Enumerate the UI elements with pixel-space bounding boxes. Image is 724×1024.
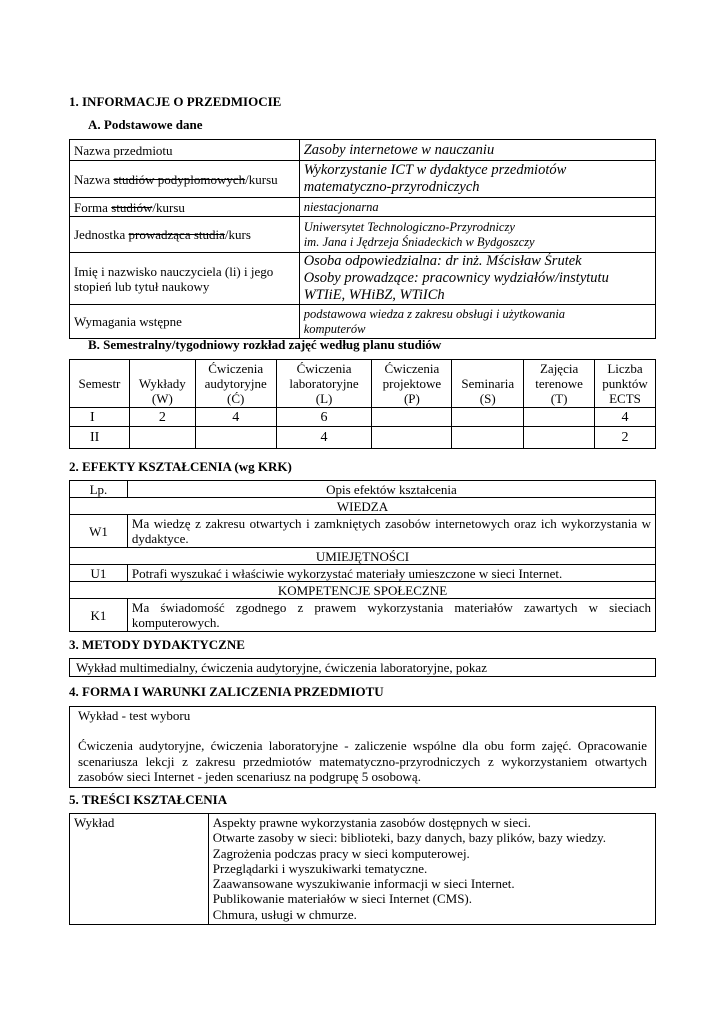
schedule-cell: II: [70, 427, 130, 449]
schedule-cell: 2: [129, 408, 195, 427]
course-name-value: Zasoby internetowe w nauczaniu: [299, 140, 655, 161]
schedule-cell: 4: [276, 427, 372, 449]
outcome-code-w1: W1: [70, 515, 128, 548]
knowledge-section-row: WIEDZA: [70, 498, 656, 515]
schedule-cell: [372, 408, 452, 427]
schedule-cell: [372, 427, 452, 449]
schedule-header-col-7: Liczba punktów ECTS: [595, 360, 656, 408]
section-4-heading: 4. FORMA I WARUNKI ZALICZENIA PRZEDMIOTU: [69, 684, 384, 699]
schedule-cell: 4: [595, 408, 656, 427]
content-item: Publikowanie materiałów w sieci Internet (CMS).: [212, 891, 473, 907]
description-header: Opis efektów kształcenia: [127, 481, 655, 498]
schedule-cell: 4: [195, 408, 276, 427]
schedule-header-col-6: Zajęcia terenowe (T): [524, 360, 595, 408]
schedule-header-col-1: Wykłady (W): [129, 360, 195, 408]
unit-value: Uniwersytet Technologiczno-Przyrodniczy im. Jana i Jędrzeja Śniadeckich w Bydgoszczy: [299, 217, 655, 253]
schedule-row: [70, 427, 656, 449]
assessment-box: [69, 706, 656, 788]
subsection-a-heading: A. Podstawowe dane: [88, 117, 203, 132]
schedule-cell: [129, 427, 195, 449]
teacher-value: Osoba odpowiedzialna: dr inż. Mścisław Śrutek Osoby prowadzące: pracownicy wydziałów/instytutu WTIiE, WHiBZ, WTiICh: [299, 253, 655, 305]
section-5-heading: 5. TREŚCI KSZTAŁCENIA: [69, 792, 228, 807]
section-1-heading: 1. INFORMACJE O PRZEDMIOCIE: [69, 94, 282, 109]
outcome-text-w1: Ma wiedzę z zakresu otwartych i zamkniętych zasobów internetowych oraz ich wykorzystania w dydaktyce.: [127, 515, 655, 548]
program-name-value: Wykorzystanie ICT w dydaktyce przedmiotów matematyczno-przyrodniczych: [299, 161, 655, 198]
section-2-heading: 2. EFEKTY KSZTAŁCENIA (wg KRK): [69, 459, 292, 474]
schedule-cell: [524, 408, 595, 427]
skills-section-row: UMIEJĘTNOŚCI: [70, 548, 656, 565]
schedule-header-col-3: Ćwiczenia laboratoryjne (L): [276, 360, 372, 408]
teaching-methods-box: [69, 658, 656, 677]
schedule-header-col-5: Seminaria (S): [452, 360, 524, 408]
schedule-cell: 2: [595, 427, 656, 449]
schedule-header-col-2: Ćwiczenia audytoryjne (Ć): [195, 360, 276, 408]
schedule-cell: [452, 408, 524, 427]
outcome-text-u1: Potrafi wyszukać i właściwie wykorzystać materiały umieszczone w sieci Internet.: [127, 565, 655, 582]
schedule-row: [70, 408, 656, 427]
schedule-header-col-4: Ćwiczenia projektowe (P): [372, 360, 452, 408]
schedule-cell: [524, 427, 595, 449]
schedule-header-col-0: Semestr: [70, 360, 130, 408]
content-item: Aspekty prawne wykorzystania zasobów dostępnych w sieci.: [212, 815, 531, 830]
unit-label: Jednostka prowadząca studia/kurs: [70, 217, 300, 253]
content-item: Chmura, usługi w chmurze.: [212, 906, 357, 922]
content-lecture-label: Wykład: [70, 814, 209, 925]
prerequisites-label: Wymagania wstępne: [70, 305, 300, 339]
study-form-label: Forma studiów/kursu: [70, 198, 300, 217]
content-item: Otwarte zasoby w sieci: biblioteki, bazy danych, bazy plików, bazy wiedzy.: [212, 830, 607, 846]
content-item: Zaawansowane wyszukiwanie informacji w sieci Internet.: [212, 876, 515, 892]
schedule-cell: I: [70, 408, 130, 427]
schedule-cell: 6: [276, 408, 372, 427]
assessment-lecture-line: Wykład - test wyboru: [78, 708, 191, 723]
assessment-exercises-text: Ćwiczenia audytoryjne, ćwiczenia laboratoryjne - zaliczenie wspólne dla obu form zajęć. Opracowanie scenariusza lekcji z zakresu przedmiotów matematyczno-przyrodniczych z wykorzystaniem otwartych zasobów sieci Internet - jeden scenariusz na podgrupę 5 osobową.: [78, 738, 647, 784]
section-3-heading: 3. METODY DYDAKTYCZNE: [69, 637, 245, 652]
outcome-text-k1: Ma świadomość zgodnego z prawem wykorzystania materiałów zawartych w sieciach komputerowych.: [127, 599, 655, 632]
study-form-value: niestacjonarna: [299, 198, 655, 217]
learning-outcomes-table: [69, 480, 656, 632]
schedule-cell: [195, 427, 276, 449]
content-item: Przeglądarki i wyszukiwarki tematyczne.: [212, 860, 428, 876]
subsection-b-heading: B. Semestralny/tygodniowy rozkład zajęć według planu studiów: [88, 337, 442, 352]
competences-section-row: KOMPETENCJE SPOŁECZNE: [70, 582, 656, 599]
course-content-table: [69, 813, 656, 925]
prerequisites-value: podstawowa wiedza z zakresu obsługi i użytkowania komputerów: [299, 305, 655, 339]
schedule-cell: [452, 427, 524, 449]
outcome-code-k1: K1: [70, 599, 128, 632]
content-item: Zagrożenia podczas pracy w sieci komputerowej.: [212, 845, 470, 861]
course-name-label: Nazwa przedmiotu: [70, 140, 300, 161]
schedule-table: [69, 359, 656, 449]
program-name-label: Nazwa studiów podyplomowych/kursu: [70, 161, 300, 198]
basic-data-table: [69, 139, 656, 339]
teaching-methods-text: Wykład multimedialny, ćwiczenia audytoryjne, ćwiczenia laboratoryjne, pokaz: [76, 660, 487, 675]
teacher-label: Imię i nazwisko nauczyciela (li) i jego stopień lub tytuł naukowy: [70, 253, 300, 305]
content-lecture-list: [208, 814, 655, 925]
outcome-code-u1: U1: [70, 565, 128, 582]
lp-header: Lp.: [70, 481, 128, 498]
